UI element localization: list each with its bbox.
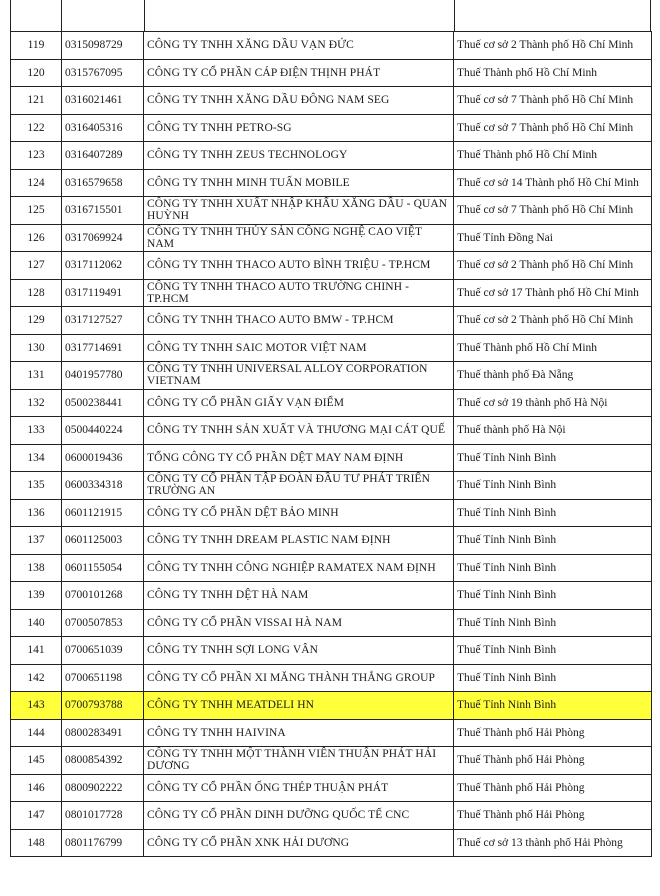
table-row <box>11 334 652 362</box>
table-row <box>11 472 652 500</box>
table-body <box>11 32 652 857</box>
company-name-cell: CÔNG TY TNHH THỦY SẢN CÔNG NGHỆ CAO VIỆT NAM <box>144 224 454 252</box>
row-number-cell: 126 <box>11 224 62 252</box>
company-name-cell: CÔNG TY CỔ PHẦN TẬP ĐOÀN ĐẦU TƯ PHÁT TRIỂN TRƯỜNG AN <box>144 472 454 500</box>
tax-code-cell: 0316407289 <box>62 142 144 170</box>
company-name-cell: CÔNG TY CỔ PHẦN XNK HẢI DƯƠNG <box>144 829 454 857</box>
tax-authority-cell: Thuế Thành phố Hải Phòng <box>454 774 652 802</box>
tax-code-cell: 0500440224 <box>62 417 144 445</box>
tax-authority-cell: Thuế Tỉnh Đồng Nai <box>454 224 652 252</box>
tax-authority-cell: Thuế cơ sở 2 Thành phố Hồ Chí Minh <box>454 252 652 280</box>
company-name-cell: CÔNG TY TNHH MỘT THÀNH VIÊN THUẬN PHÁT HẢI DƯƠNG <box>144 747 454 775</box>
table-row-highlighted <box>11 692 652 720</box>
company-name-cell: CÔNG TY TNHH DỆT HÀ NAM <box>144 582 454 610</box>
row-number-cell: 140 <box>11 609 62 637</box>
row-number-cell: 147 <box>11 802 62 830</box>
tax-authority-cell: Thuế Thành phố Hải Phòng <box>454 719 652 747</box>
tax-authority-cell: Thuế Tỉnh Ninh Bình <box>454 472 652 500</box>
table-top-continuation <box>10 0 651 31</box>
company-name-cell: CÔNG TY TNHH HAIVINA <box>144 719 454 747</box>
company-name-cell: CÔNG TY TNHH PETRO-SG <box>144 114 454 142</box>
table-row <box>11 444 652 472</box>
tax-authority-cell: Thuế cơ sở 7 Thành phố Hồ Chí Minh <box>454 87 652 115</box>
table-row <box>11 224 652 252</box>
tax-authority-cell: Thuế Tỉnh Ninh Bình <box>454 527 652 555</box>
tax-code-cell: 0500238441 <box>62 389 144 417</box>
row-number-cell: 135 <box>11 472 62 500</box>
table-row <box>11 197 652 225</box>
row-number-cell: 136 <box>11 499 62 527</box>
column-divider <box>454 0 455 31</box>
tax-authority-cell: Thuế thành phố Hà Nội <box>454 417 652 445</box>
row-number-cell: 131 <box>11 362 62 390</box>
row-number-cell: 129 <box>11 307 62 335</box>
enterprise-tax-table <box>10 31 652 857</box>
company-name-cell: CÔNG TY TNHH ZEUS TECHNOLOGY <box>144 142 454 170</box>
row-number-cell: 128 <box>11 279 62 307</box>
tax-code-cell: 0800854392 <box>62 747 144 775</box>
row-number-cell: 119 <box>11 32 62 60</box>
tax-authority-cell: Thuế Tỉnh Ninh Bình <box>454 554 652 582</box>
table-row <box>11 417 652 445</box>
row-number-cell: 137 <box>11 527 62 555</box>
tax-authority-cell: Thuế cơ sở 7 Thành phố Hồ Chí Minh <box>454 114 652 142</box>
table-row <box>11 307 652 335</box>
row-number-cell: 122 <box>11 114 62 142</box>
company-name-cell: CÔNG TY TNHH MINH TUẤN MOBILE <box>144 169 454 197</box>
tax-authority-cell: Thuế Thành phố Hồ Chí Minh <box>454 142 652 170</box>
tax-code-cell: 0316405316 <box>62 114 144 142</box>
tax-code-cell: 0700101268 <box>62 582 144 610</box>
table-row <box>11 719 652 747</box>
company-name-cell: CÔNG TY TNHH CÔNG NGHIỆP RAMATEX NAM ĐỊNH <box>144 554 454 582</box>
tax-code-cell: 0700651198 <box>62 664 144 692</box>
tax-authority-cell: Thuế Thành phố Hải Phòng <box>454 802 652 830</box>
table-row <box>11 252 652 280</box>
company-name-cell: CÔNG TY TNHH XĂNG DẦU ĐÔNG NAM SEG <box>144 87 454 115</box>
tax-code-cell: 0800902222 <box>62 774 144 802</box>
company-name-cell: CÔNG TY TNHH UNIVERSAL ALLOY CORPORATION VIETNAM <box>144 362 454 390</box>
tax-authority-cell: Thuế Tỉnh Ninh Bình <box>454 499 652 527</box>
row-number-cell: 138 <box>11 554 62 582</box>
table-row <box>11 747 652 775</box>
tax-authority-cell: Thuế Tỉnh Ninh Bình <box>454 582 652 610</box>
tax-authority-cell: Thuế Tỉnh Ninh Bình <box>454 609 652 637</box>
tax-authority-cell: Thuế cơ sở 7 Thành phố Hồ Chí Minh <box>454 197 652 225</box>
table-row <box>11 114 652 142</box>
company-name-cell: CÔNG TY CỔ PHẦN DINH DƯỠNG QUỐC TẾ CNC <box>144 802 454 830</box>
tax-authority-cell: Thuế Tỉnh Ninh Bình <box>454 692 652 720</box>
row-number-cell: 143 <box>11 692 62 720</box>
tax-authority-cell: Thuế cơ sở 13 thành phố Hải Phòng <box>454 829 652 857</box>
tax-authority-cell: Thuế thành phố Đà Nẵng <box>454 362 652 390</box>
column-divider <box>144 0 145 31</box>
company-name-cell: CÔNG TY TNHH SAIC MOTOR VIỆT NAM <box>144 334 454 362</box>
tax-code-cell: 0601155054 <box>62 554 144 582</box>
row-number-cell: 125 <box>11 197 62 225</box>
tax-code-cell: 0601125003 <box>62 527 144 555</box>
company-name-cell: CÔNG TY TNHH XĂNG DẦU VẠN ĐỨC <box>144 32 454 60</box>
table-row <box>11 802 652 830</box>
tax-code-cell: 0317714691 <box>62 334 144 362</box>
tax-authority-cell: Thuế Tỉnh Ninh Bình <box>454 637 652 665</box>
tax-code-cell: 0317119491 <box>62 279 144 307</box>
company-name-cell: CÔNG TY CỔ PHẦN CÁP ĐIỆN THỊNH PHÁT <box>144 59 454 87</box>
tax-code-cell: 0700651039 <box>62 637 144 665</box>
tax-authority-cell: Thuế cơ sở 2 Thành phố Hồ Chí Minh <box>454 32 652 60</box>
tax-code-cell: 0801176799 <box>62 829 144 857</box>
row-number-cell: 146 <box>11 774 62 802</box>
row-number-cell: 123 <box>11 142 62 170</box>
tax-code-cell: 0600334318 <box>62 472 144 500</box>
row-number-cell: 142 <box>11 664 62 692</box>
company-name-cell: CÔNG TY TNHH XUẤT NHẬP KHẨU XĂNG DẦU - QUAN HUỲNH <box>144 197 454 225</box>
tax-authority-cell: Thuế cơ sở 14 Thành phố Hồ Chí Minh <box>454 169 652 197</box>
company-name-cell: CÔNG TY CỔ PHẦN DỆT BẢO MINH <box>144 499 454 527</box>
table-row <box>11 664 652 692</box>
tax-authority-cell: Thuế Tỉnh Ninh Bình <box>454 664 652 692</box>
table-row <box>11 774 652 802</box>
table-row <box>11 554 652 582</box>
tax-code-cell: 0315767095 <box>62 59 144 87</box>
tax-code-cell: 0700507853 <box>62 609 144 637</box>
table-row <box>11 527 652 555</box>
row-number-cell: 139 <box>11 582 62 610</box>
tax-authority-cell: Thuế Thành phố Hải Phòng <box>454 747 652 775</box>
tax-code-cell: 0316715501 <box>62 197 144 225</box>
company-name-cell: CÔNG TY TNHH MEATDELI HN <box>144 692 454 720</box>
tax-code-cell: 0600019436 <box>62 444 144 472</box>
row-number-cell: 121 <box>11 87 62 115</box>
tax-code-cell: 0800283491 <box>62 719 144 747</box>
table-row <box>11 32 652 60</box>
table-row <box>11 829 652 857</box>
row-number-cell: 134 <box>11 444 62 472</box>
company-name-cell: TỔNG CÔNG TY CỔ PHẦN DỆT MAY NAM ĐỊNH <box>144 444 454 472</box>
tax-code-cell: 0700793788 <box>62 692 144 720</box>
tax-authority-cell: Thuế Thành phố Hồ Chí Minh <box>454 59 652 87</box>
row-number-cell: 133 <box>11 417 62 445</box>
company-name-cell: CÔNG TY CỔ PHẦN VISSAI HÀ NAM <box>144 609 454 637</box>
company-name-cell: CÔNG TY TNHH DREAM PLASTIC NAM ĐỊNH <box>144 527 454 555</box>
table-row <box>11 59 652 87</box>
table-row <box>11 279 652 307</box>
company-name-cell: CÔNG TY TNHH THACO AUTO TRƯỜNG CHINH - TP.HCM <box>144 279 454 307</box>
tax-code-cell: 0316021461 <box>62 87 144 115</box>
company-name-cell: CÔNG TY CỔ PHẦN XI MĂNG THÀNH THẮNG GROUP <box>144 664 454 692</box>
company-name-cell: CÔNG TY TNHH THACO AUTO BMW - TP.HCM <box>144 307 454 335</box>
row-number-cell: 120 <box>11 59 62 87</box>
row-number-cell: 130 <box>11 334 62 362</box>
table-row <box>11 87 652 115</box>
company-name-cell: CÔNG TY TNHH SỢI LONG VÂN <box>144 637 454 665</box>
tax-authority-cell: Thuế cơ sở 19 thành phố Hà Nội <box>454 389 652 417</box>
company-name-cell: CÔNG TY TNHH SẢN XUẤT VÀ THƯƠNG MẠI CÁT QUẾ <box>144 417 454 445</box>
tax-code-cell: 0601121915 <box>62 499 144 527</box>
tax-code-cell: 0401957780 <box>62 362 144 390</box>
column-divider <box>61 0 62 31</box>
tax-code-cell: 0316579658 <box>62 169 144 197</box>
company-name-cell: CÔNG TY CỔ PHẦN ỐNG THÉP THUẬN PHÁT <box>144 774 454 802</box>
row-number-cell: 141 <box>11 637 62 665</box>
tax-authority-cell: Thuế cơ sở 17 Thành phố Hồ Chí Minh <box>454 279 652 307</box>
tax-code-cell: 0315098729 <box>62 32 144 60</box>
table-row <box>11 169 652 197</box>
tax-code-cell: 0801017728 <box>62 802 144 830</box>
table-row <box>11 142 652 170</box>
tax-authority-cell: Thuế Thành phố Hồ Chí Minh <box>454 334 652 362</box>
tax-code-cell: 0317112062 <box>62 252 144 280</box>
row-number-cell: 127 <box>11 252 62 280</box>
row-number-cell: 148 <box>11 829 62 857</box>
tax-code-cell: 0317127527 <box>62 307 144 335</box>
table-row <box>11 499 652 527</box>
tax-code-cell: 0317069924 <box>62 224 144 252</box>
row-number-cell: 144 <box>11 719 62 747</box>
table-row <box>11 389 652 417</box>
company-name-cell: CÔNG TY TNHH THACO AUTO BÌNH TRIỆU - TP.HCM <box>144 252 454 280</box>
company-name-cell: CÔNG TY CỔ PHẦN GIẤY VẠN ĐIỂM <box>144 389 454 417</box>
table-row <box>11 637 652 665</box>
row-number-cell: 124 <box>11 169 62 197</box>
tax-authority-cell: Thuế Tỉnh Ninh Bình <box>454 444 652 472</box>
tax-authority-cell: Thuế cơ sở 2 Thành phố Hồ Chí Minh <box>454 307 652 335</box>
table-row <box>11 362 652 390</box>
table-row <box>11 582 652 610</box>
table-row <box>11 609 652 637</box>
row-number-cell: 132 <box>11 389 62 417</box>
row-number-cell: 145 <box>11 747 62 775</box>
